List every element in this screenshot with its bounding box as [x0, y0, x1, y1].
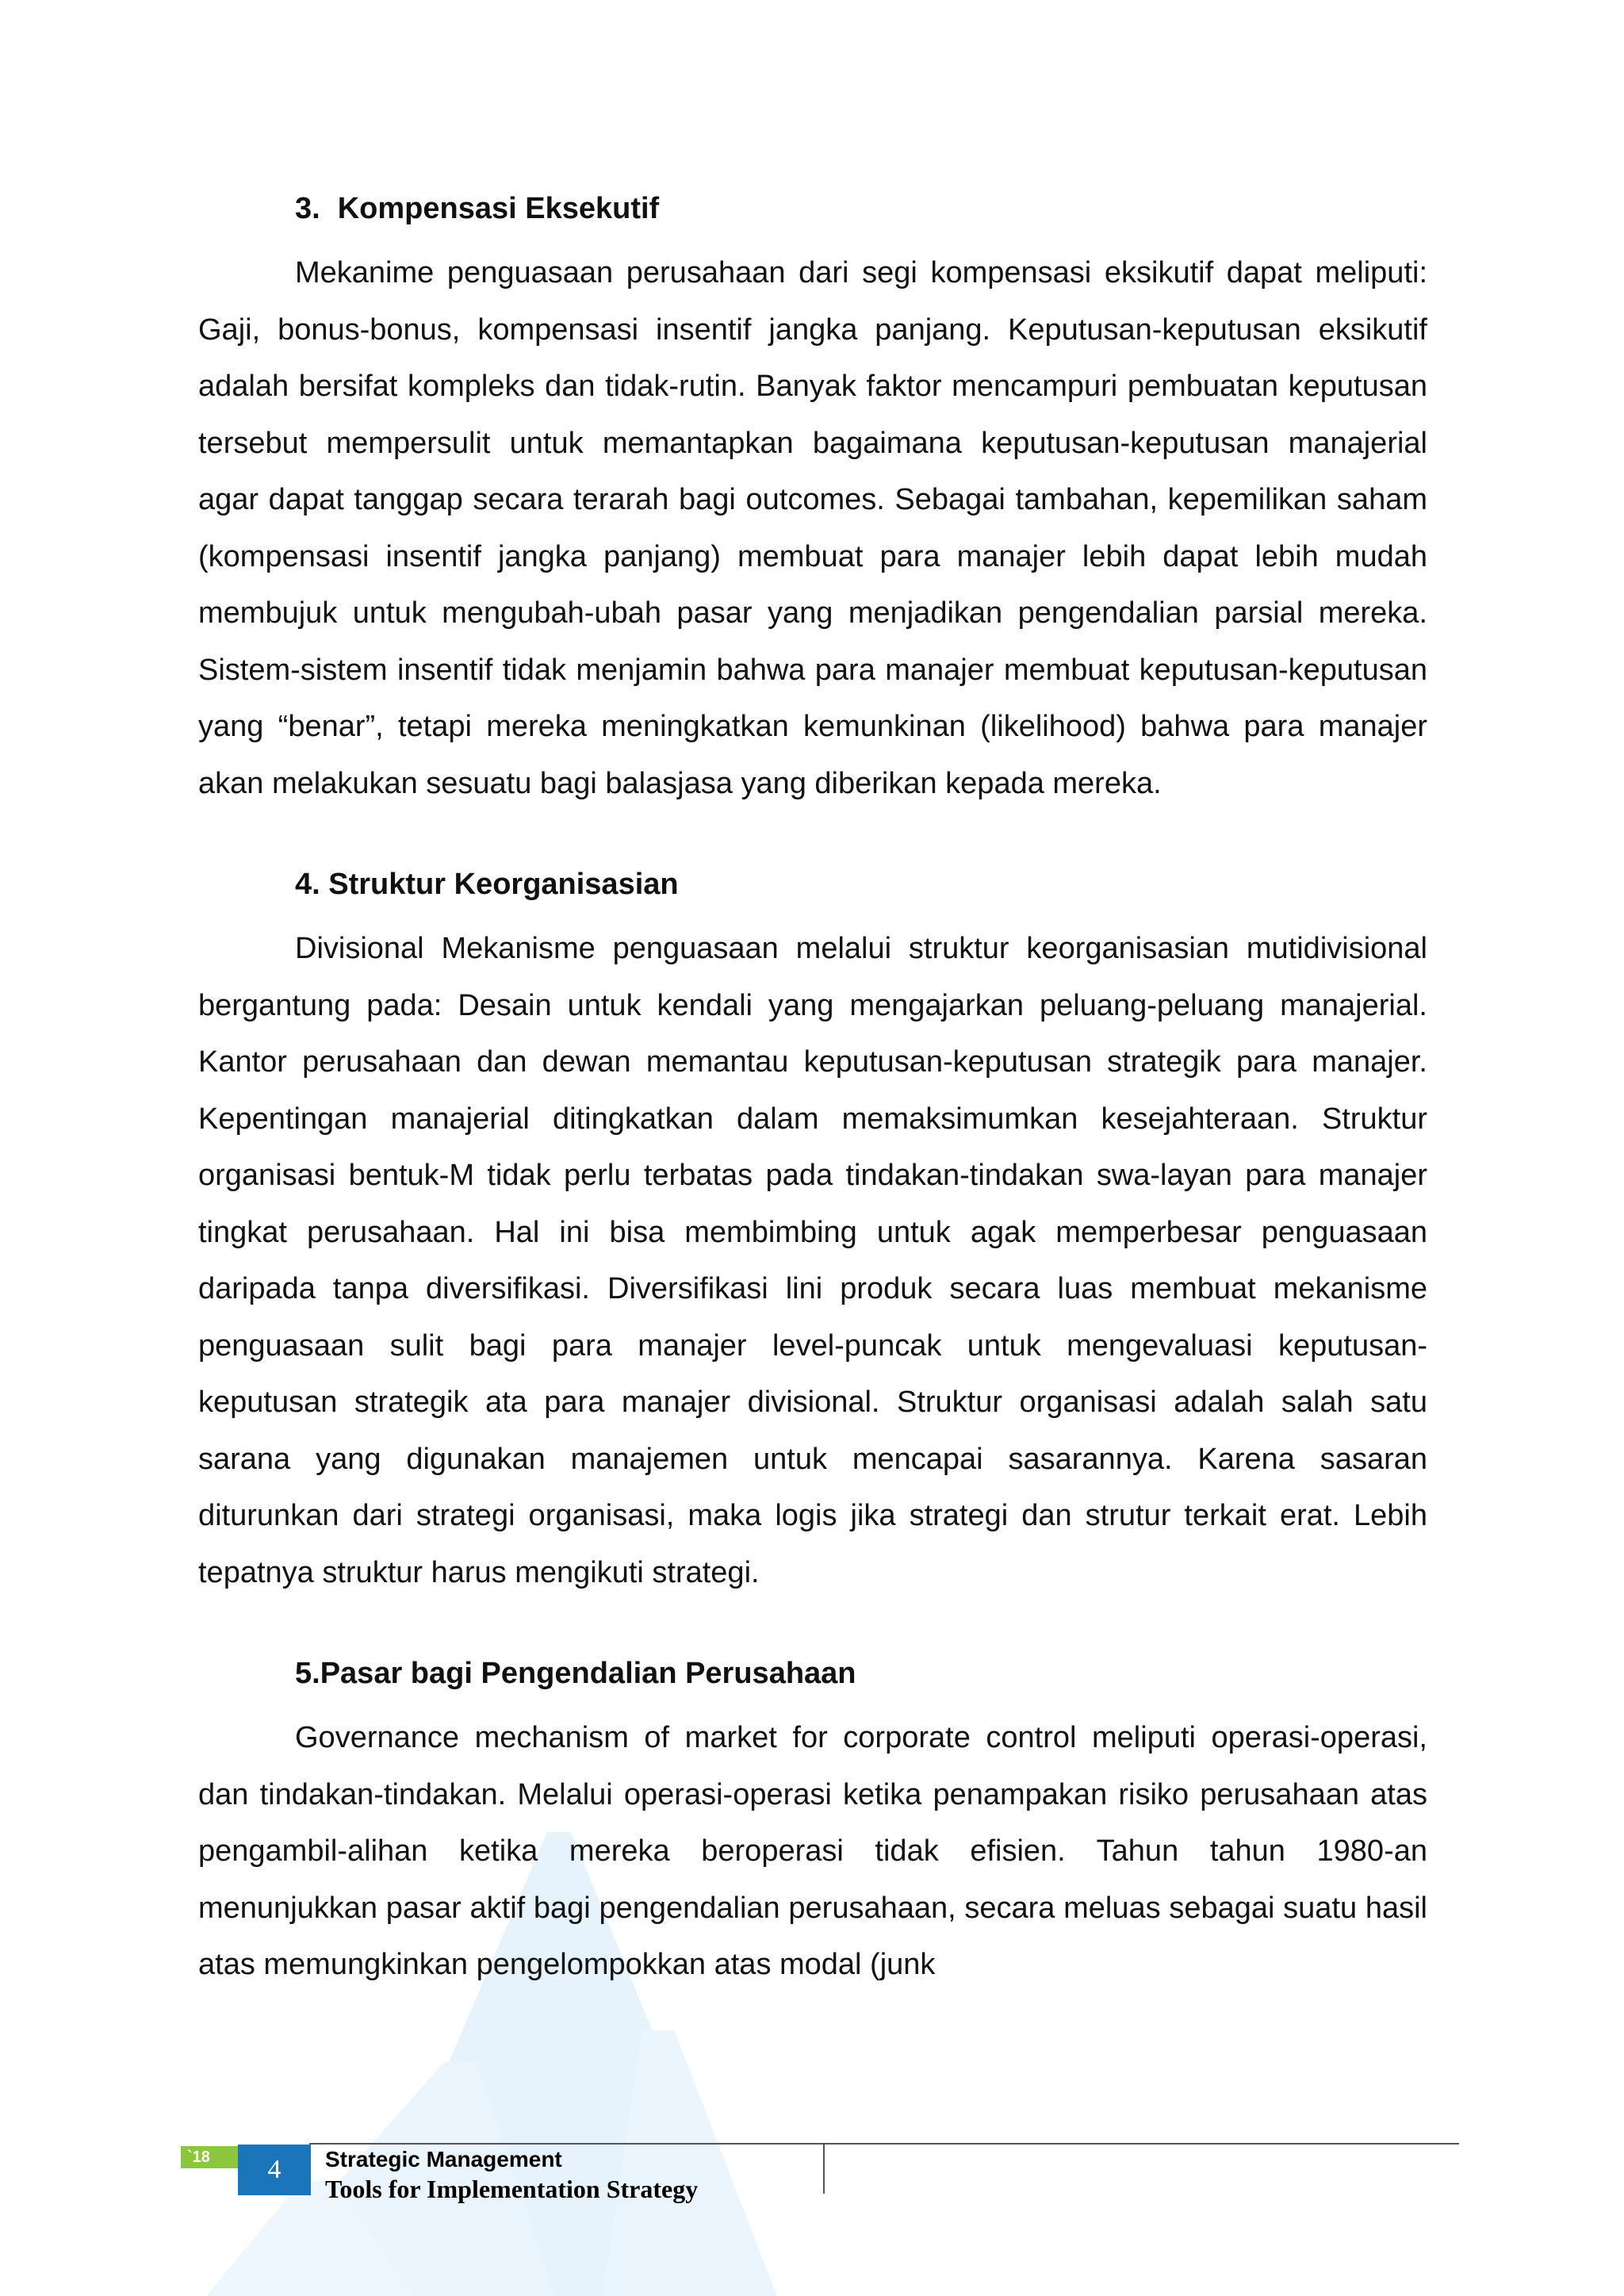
- section-heading: [198, 1654, 1427, 1693]
- document-body: [198, 189, 1427, 2046]
- section-number: 4.: [295, 868, 320, 901]
- section-heading: [198, 864, 1427, 904]
- section-title: Pasar bagi Pengendalian Perusahaan: [320, 1657, 856, 1690]
- footer-subtitle: Tools for Implementation Strategy: [325, 2175, 699, 2203]
- section-title: Struktur Keorganisasian: [328, 868, 679, 901]
- page-number: 4: [238, 2145, 311, 2195]
- section-paragraph: Mekanime penguasaan perusahaan dari segi kompensasi eksikutif dapat meliputi: Gaji, bonus-bonus, kompensasi insentif jangka panjang. Keputusan-keputusan eksikutif adalah bersifat kompleks dan tidak-rutin. Banyak faktor mencampuri pembuatan keputusan tersebut mempersulit untuk memantapkan bagaimana keputusan-keputusan manajerial agar dapat tanggap secara terarah bagi outcomes. Sebagai tambahan, kepemilikan saham (kompensasi insentif jangka panjang) membuat para manajer lebih dapat lebih mudah membujuk untuk mengubah-ubah pasar yang menjadikan pengendalian parsial mereka. Sistem-sistem insentif tidak menjamin bahwa para manajer membuat keputusan-keputusan yang “benar”, tetapi mereka meningkatkan kemunkinan (likelihood) bahwa para manajer akan melakukan sesuatu bagi balasjasa yang diberikan kepada mereka.: [198, 256, 1427, 800]
- footer-title: Strategic Management: [325, 2147, 562, 2171]
- section-heading: [198, 189, 1427, 228]
- footer-vertical-divider: [823, 2145, 825, 2194]
- section-kompensasi-eksekutif: [198, 189, 1427, 812]
- section-number: 5.: [295, 1657, 320, 1690]
- footer-divider: [309, 2143, 1459, 2145]
- section-number: 3.: [295, 192, 320, 225]
- section-pasar-pengendalian: [198, 1654, 1427, 1994]
- section-paragraph: Divisional Mekanisme penguasaan melalui struktur keorganisasian mutidivisional bergantung pada: Desain untuk kendali yang mengajarkan peluang-peluang manajerial. Kantor perusahaan dan dewan memantau keputusan-keputusan strategik para manajer. Kepentingan manajerial ditingkatkan dalam memaksimumkan kesejahteraan. Struktur organisasi bentuk-M tidak perlu terbatas pada tindakan-tindakan swa-layan para manajer tingkat perusahaan. Hal ini bisa membimbing untuk agak memperbesar penguasaan daripada tanpa diversifikasi. Diversifikasi lini produk secara luas membuat mekanisme penguasaan sulit bagi para manajer level-puncak untuk mengevaluasi keputusan-keputusan strategik ata para manajer divisional. Struktur organisasi adalah salah satu sarana yang digunakan manajemen untuk mencapai sasarannya. Karena sasaran diturunkan dari strategi organisasi, maka logis jika strategi dan strutur terkait erat. Lebih tepatnya struktur harus mengikuti strategi.: [198, 932, 1427, 1589]
- year-badge: `18: [181, 2146, 238, 2168]
- section-struktur-keorganisasian: [198, 864, 1427, 1601]
- page-footer: [0, 2133, 1624, 2229]
- section-paragraph: Governance mechanism of market for corporate control meliputi operasi-operasi, dan tindakan-tindakan. Melalui operasi-operasi ketika penampakan risiko perusahaan atas pengambil-alihan ketika mereka beroperasi tidak efisien. Tahun tahun 1980-an menunjukkan pasar aktif bagi pengendalian perusahaan, secara meluas sebagai suatu hasil atas memungkinkan pengelompokkan atas modal (junk: [198, 1721, 1427, 1981]
- section-title: Kompensasi Eksekutif: [337, 192, 660, 225]
